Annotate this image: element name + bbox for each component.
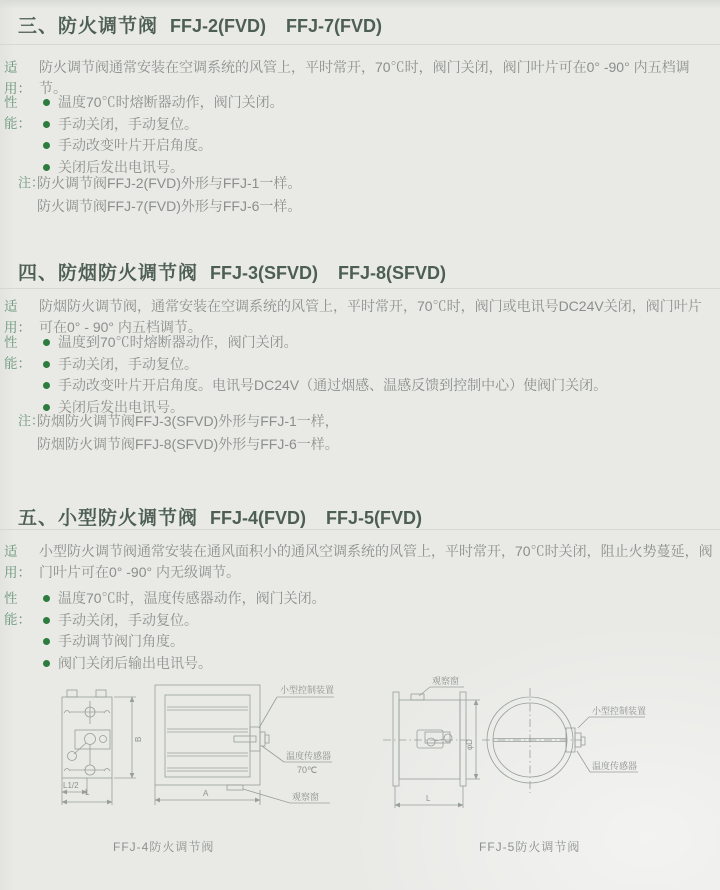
performance-list <box>39 332 607 418</box>
bullet-text: 温度70℃时，温度传感器动作，阀门关闭。 <box>58 590 326 607</box>
bullet-dot <box>43 595 50 602</box>
ffj4-window-tab <box>227 785 243 790</box>
ffj4-label-temp-sensor: 温度传感器 <box>286 751 332 761</box>
section-3-title: 三、防火调节阀 <box>18 16 159 37</box>
section-3-heading <box>18 11 382 38</box>
bullet-text: 温度到70℃时熔断器动作，阀门关闭。 <box>58 334 298 351</box>
bullet-dot <box>43 361 50 368</box>
note-line: 防火调节阀FFJ-7(FVD)外形与FFJ-6一样。 <box>37 197 302 214</box>
ffj4-label-window: 观察窗 <box>292 792 320 802</box>
ffj4-dim-b: B <box>134 736 143 742</box>
bullet-dot <box>43 99 50 106</box>
ffj4-label-temp-value: 70℃ <box>297 765 318 775</box>
section-5-title: 五、小型防火调节阀 <box>18 508 199 529</box>
note-label: 注： <box>18 413 45 428</box>
bullet-text: 关闭后发出电讯号。 <box>58 398 184 415</box>
note-label: 注： <box>18 175 45 190</box>
bullet-text: 手动调节阀门角度。 <box>58 633 184 650</box>
bullet-text: 温度70℃时熔断器动作，阀门关闭。 <box>58 94 284 111</box>
bullet-text: 关闭后发出电讯号。 <box>58 158 184 175</box>
apply-text: 防烟防火调节阀，通常安装在空调系统的风管上，平时常开，70℃时，阀门或电讯号DC24V关闭，阀门叶片可在0° - 90° 内五档调节。 <box>39 298 702 335</box>
performance-label: 性能： <box>4 335 31 371</box>
apply-label: 适用： <box>4 544 31 580</box>
section-4-note-row <box>18 410 339 455</box>
bullet-item <box>39 114 284 136</box>
section-4-performance-row <box>4 332 607 418</box>
bullet-dot <box>43 121 50 128</box>
ffj5-side-view <box>383 675 480 808</box>
bullet-item <box>39 588 326 610</box>
ffj5-dim-d: φD <box>465 739 474 750</box>
bullet-text: 手动改变叶片开启角度。电讯号DC24V（通过烟感、温感反馈到控制中心）使阀门关闭。 <box>58 377 608 394</box>
note-lines <box>37 172 301 217</box>
ffj5-label-temp-sensor: 温度传感器 <box>592 761 638 771</box>
ffj4-dim-a: A <box>203 789 209 798</box>
section-4-rule <box>0 288 720 289</box>
section-4-title: 四、防烟防火调节阀 <box>18 263 199 284</box>
ffj4-blades <box>167 707 248 771</box>
bullet-dot <box>43 660 50 667</box>
bullet-text: 阀门关闭后输出电讯号。 <box>58 654 212 671</box>
performance-label: 性能： <box>4 95 31 131</box>
bullet-dot <box>43 164 50 171</box>
section-5-performance-row <box>4 588 326 674</box>
performance-list <box>39 588 326 674</box>
bullet-item <box>39 92 284 114</box>
ffj5-label-control-device: 小型控制装置 <box>592 706 647 716</box>
bullet-dot <box>43 382 50 389</box>
section-3-note-row <box>18 172 301 217</box>
bullet-item <box>39 332 607 354</box>
ffj4-label-control-device: 小型控制装置 <box>280 685 335 695</box>
ffj5-label-window: 观察窗 <box>432 676 460 686</box>
section-3-performance-row <box>4 92 284 178</box>
note-line: 防火调节阀FFJ-2(FVD)外形与FFJ-1一样。 <box>37 175 302 191</box>
ffj4-front-view <box>155 684 334 805</box>
bullet-text: 手动关闭，手动复位。 <box>58 355 198 372</box>
bullet-text: 手动关闭，手动复位。 <box>58 115 198 132</box>
technical-drawings <box>0 672 720 837</box>
section-5-heading <box>18 503 422 530</box>
note-line: 防烟防火调节阀FFJ-3(SFVD)外形与FFJ-1一样， <box>37 413 339 429</box>
section-3-models: FFJ-2(FVD) FFJ-7(FVD) <box>170 16 383 36</box>
section-5-models: FFJ-4(FVD) FFJ-5(FVD) <box>210 508 423 528</box>
ffj5-window-tab <box>411 694 424 700</box>
bullet-item <box>39 354 607 376</box>
bullet-item <box>39 135 284 157</box>
bullet-item <box>39 653 326 675</box>
apply-text: 小型防火调节阀通常安装在通风面积小的通风空调系统的风管上，平时常开，70℃时关闭，阻止火势蔓延，阀门叶片可在0° -90° 内无级调节。 <box>39 543 713 580</box>
bullet-text: 手动改变叶片开启角度。 <box>58 137 212 154</box>
ffj5-dim-l: L <box>426 794 431 803</box>
bullet-item <box>39 375 607 397</box>
apply-label: 适用： <box>4 60 31 96</box>
ffj4-side-view <box>62 690 143 805</box>
performance-label: 性能： <box>4 591 31 627</box>
ffj4-dim-l: L <box>85 788 90 797</box>
ffj5-front-view <box>482 688 646 793</box>
section-4-heading <box>18 258 446 285</box>
note-lines <box>37 410 339 455</box>
apply-label: 适用： <box>4 299 31 335</box>
bullet-text: 手动关闭，手动复位。 <box>58 611 198 628</box>
apply-text: 防火调节阀通常安装在空调系统的风管上，平时常开，70℃时，阀门关闭，阀门叶片可在0° -90° 内五档调节。 <box>39 59 690 96</box>
section-5-rule <box>0 529 720 530</box>
bullet-dot <box>43 617 50 624</box>
bullet-dot <box>43 339 50 346</box>
bullet-dot <box>43 638 50 645</box>
ffj5-caption: FFJ-5防火调节阀 <box>479 840 581 854</box>
ffj4-dim-l-half: L1/2 <box>63 781 79 790</box>
performance-list <box>39 92 284 178</box>
note-line: 防烟防火调节阀FFJ-8(SFVD)外形与FFJ-6一样。 <box>37 435 339 452</box>
bullet-item <box>39 631 326 653</box>
section-4-models: FFJ-3(SFVD) FFJ-8(SFVD) <box>210 263 447 283</box>
ffj4-caption: FFJ-4防火调节阀 <box>113 840 215 854</box>
bullet-dot <box>43 142 50 149</box>
section-3-rule <box>0 44 720 45</box>
bullet-item <box>39 610 326 632</box>
section-5-apply-row <box>4 541 715 583</box>
ffj5-mechanism <box>417 730 452 748</box>
